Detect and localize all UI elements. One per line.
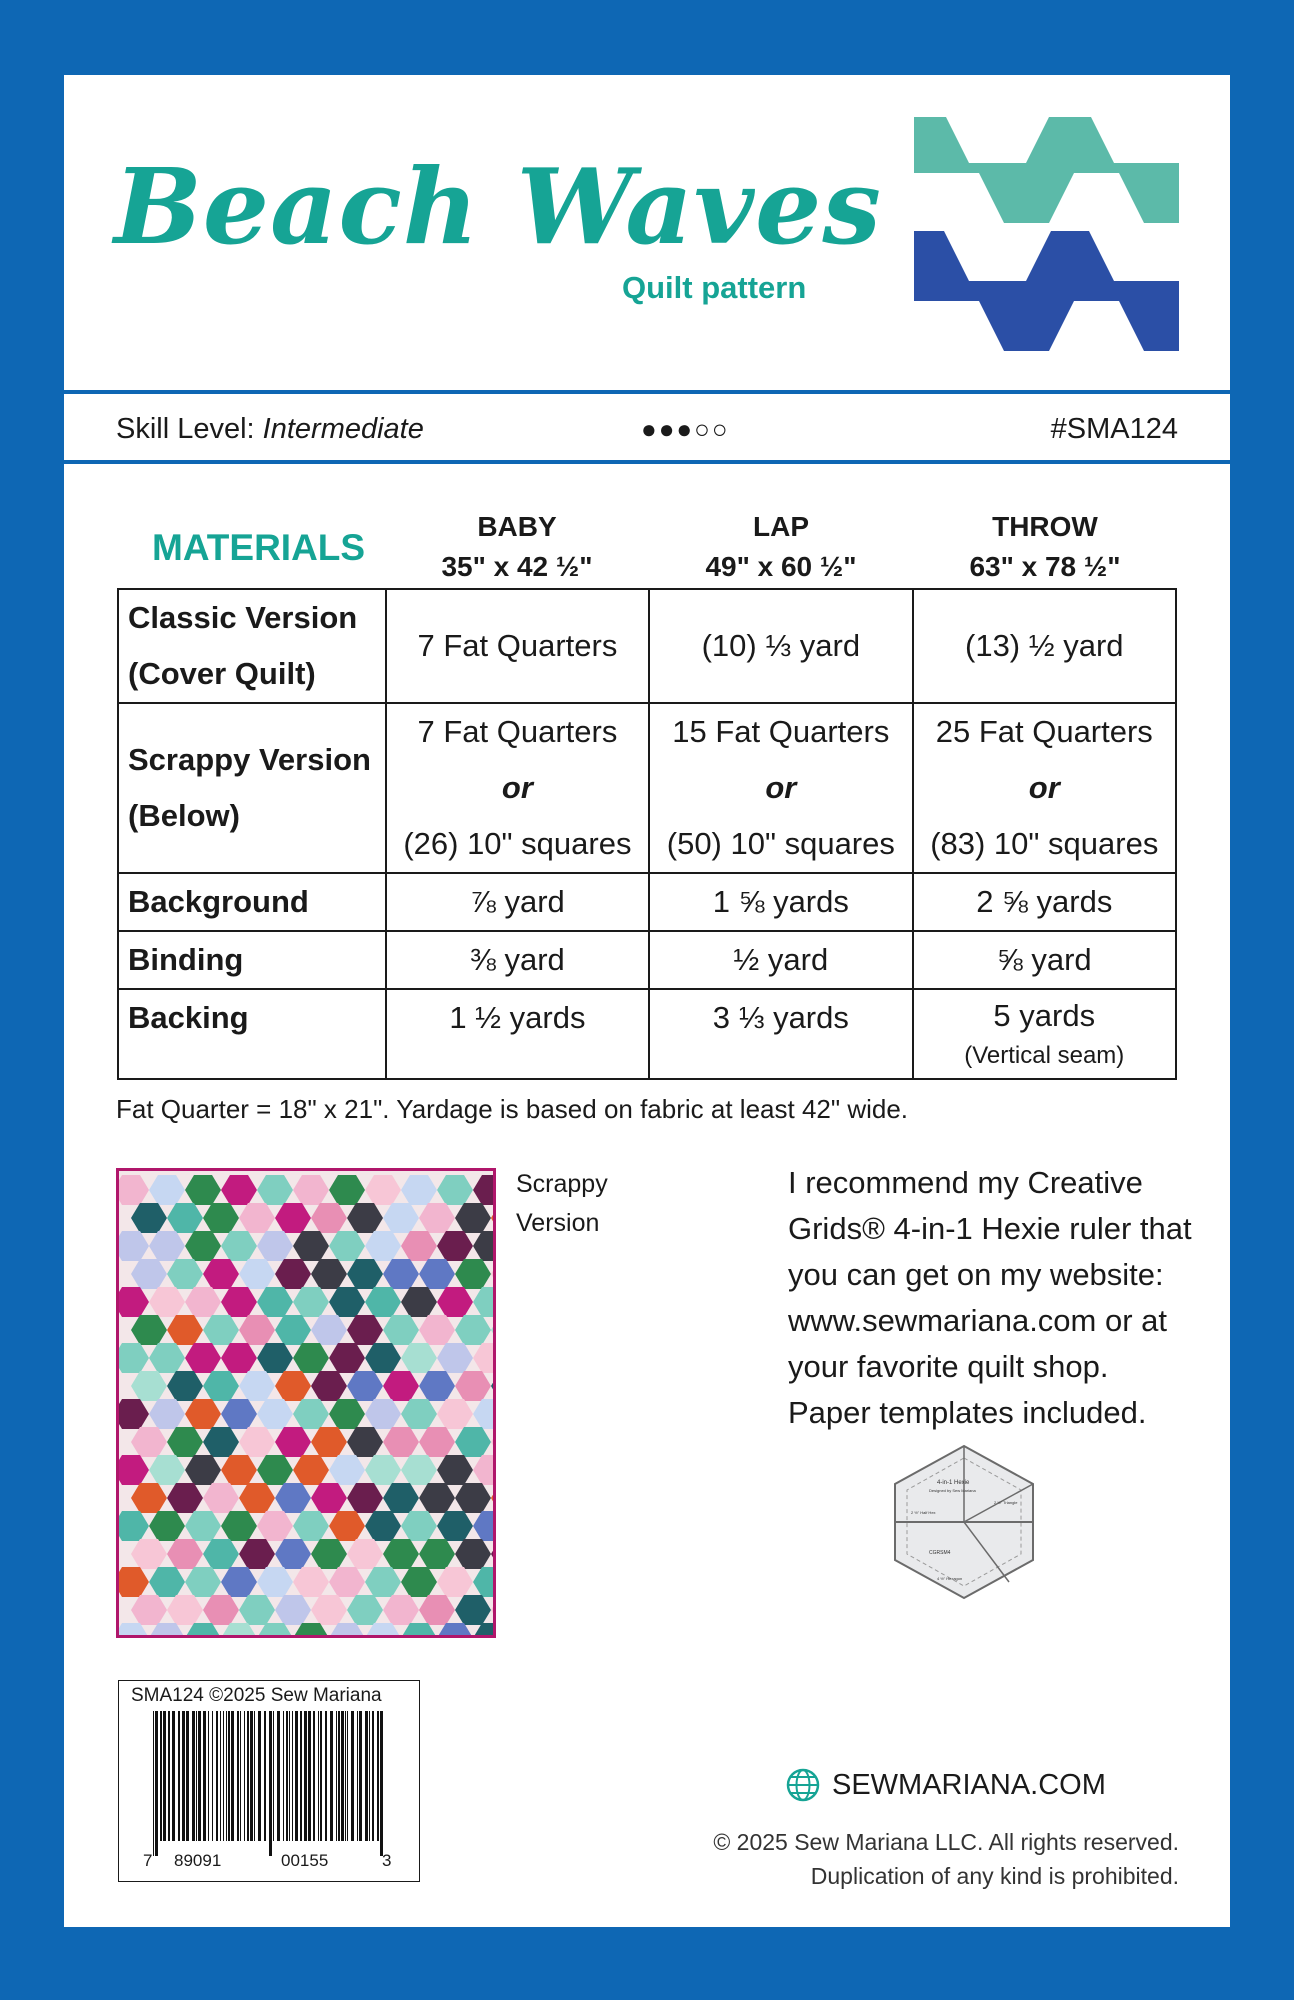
barcode-bar [320,1711,322,1841]
barcode-bar [318,1711,319,1841]
barcode-bar [186,1711,189,1841]
barcode-bar [226,1711,227,1841]
barcode-bar [283,1711,284,1841]
table-cell: 7 Fat Quarters [386,589,649,703]
barcode-bar [380,1711,383,1856]
barcode-bar [338,1711,340,1841]
divider-top [64,390,1230,394]
svg-text:Designed by Sew Mariana: Designed by Sew Mariana [929,1488,976,1493]
size-name: THROW [992,511,1098,542]
table-row [118,989,1176,1079]
barcode-bar [244,1711,245,1841]
barcode-bar [300,1711,302,1841]
barcode-bar [258,1711,261,1841]
barcode-bar [313,1711,315,1841]
fat-quarter-note: Fat Quarter = 18" x 21". Yardage is based on fabric at least 42" wide. [116,1094,909,1124]
size-dims: 49" x 60 ½" [705,551,857,582]
barcode-label [118,1680,420,1882]
barcode-bar [264,1711,266,1841]
barcode-bar [254,1711,255,1841]
table-cell: ⅞ yard [386,873,649,931]
size-dims: 63" x 78 ½" [969,551,1121,582]
website-text: SEWMARIANA.COM [832,1768,1106,1801]
wave-logo [914,117,1179,357]
svg-text:2 ½" Half Hex: 2 ½" Half Hex [911,1510,936,1515]
svg-text:4 ½" Hexagon: 4 ½" Hexagon [937,1576,963,1581]
barcode-bar [304,1711,307,1841]
barcode-bar [357,1711,358,1841]
barcode-bar [172,1711,175,1841]
table-row [118,703,1176,873]
barcode-bar [198,1711,201,1841]
barcode-bar [228,1711,230,1841]
barcode-bar [178,1711,180,1841]
barcode-bar [250,1711,253,1841]
barcode-digit: 89091 [174,1851,222,1870]
barcode-bar [168,1711,170,1841]
pattern-title: Beach Waves [114,145,882,268]
svg-text:CGRSM4: CGRSM4 [929,1550,951,1556]
size-name: BABY [477,511,557,542]
row-header: Binding [118,931,386,989]
barcode-bar [192,1711,195,1841]
barcode-bar [325,1711,327,1841]
materials-heading: MATERIALS [152,527,366,568]
size-dims: 35" x 42 ½" [441,551,593,582]
copyright-notice: © 2025 Sew Mariana LLC. All rights reserved. Duplication of any kind is prohibited. [713,1829,1179,1889]
table-row [118,873,1176,931]
row-header: Classic Version (Cover Quilt) [118,589,386,703]
table-cell: 1 ⅝ yards [649,873,912,931]
hexie-ruler-image [889,1442,1039,1602]
barcode-bar [341,1711,344,1841]
ruler-recommendation: I recommend my Creative Grids® 4-in-1 Hexie ruler that you can get on my website: www.sewmariana.com or at your favorite quilt shop. Paper templates included. [788,1165,1192,1430]
table-cell: 25 Fat Quarters or (83) 10" squares [913,703,1176,873]
skill-level-row [116,409,1178,449]
barcode-bar [237,1711,239,1841]
size-heading-lap [650,507,912,587]
barcode-bar [155,1711,158,1856]
barcode-bar [351,1711,354,1841]
size-heading-baby [386,507,648,587]
barcode-bar [153,1711,154,1856]
pattern-sku: #SMA124 [1050,413,1178,445]
barcode-bar [216,1711,218,1841]
skill-label: Skill Level: Intermediate [116,413,424,445]
barcode-bar [163,1711,166,1841]
blue-wave [914,231,1179,351]
website-link[interactable] [786,1768,1106,1802]
barcode-bar [369,1711,370,1841]
backing-note: (Vertical seam) [964,1042,1125,1069]
barcode-bar [231,1711,234,1841]
table-cell: 15 Fat Quarters or (50) 10" squares [649,703,912,873]
barcode-bar [160,1711,162,1841]
scrappy-version-label: Scrappy Version [516,1170,608,1237]
table-cell: ⅜ yard [386,931,649,989]
barcode-bar [269,1711,272,1856]
barcode-bar [182,1711,185,1841]
pattern-subtitle: Quilt pattern [622,270,807,305]
table-cell: (13) ½ yard [913,589,1176,703]
barcode-bar [295,1711,298,1841]
barcode-bar [308,1711,311,1841]
row-header: Backing [118,989,386,1079]
barcode-bar [330,1711,333,1841]
teal-wave [914,117,1179,223]
barcode-bar [289,1711,290,1841]
barcode-digit: 7 [143,1851,153,1870]
table-cell: 1 ½ yards [386,989,649,1079]
barcode-caption: SMA124 ©2025 Sew Mariana [131,1685,382,1706]
barcode-bar [247,1711,249,1841]
size-heading-throw [914,507,1176,587]
barcode-bar [365,1711,368,1841]
scrappy-quilt-image [116,1168,496,1638]
row-header: Background [118,873,386,931]
table-cell: (10) ⅓ yard [649,589,912,703]
barcode-bar [208,1711,209,1841]
size-name: LAP [753,511,809,542]
table-row [118,589,1176,703]
barcode-bar [273,1711,274,1841]
svg-text:2 ½" Triangle: 2 ½" Triangle [994,1500,1018,1505]
table-row [118,931,1176,989]
divider-bottom [64,460,1230,464]
barcode-bar [220,1711,221,1841]
table-cell: 2 ⅝ yards [913,873,1176,931]
barcode-bar [345,1711,346,1841]
table-cell: ½ yard [649,931,912,989]
table-cell: 7 Fat Quarters or (26) 10" squares [386,703,649,873]
globe-icon [786,1768,820,1802]
barcode-bar [223,1711,224,1841]
table-cell: 5 yards (Vertical seam) [913,989,1176,1079]
barcode-bar [286,1711,288,1841]
barcode-bar [292,1711,293,1841]
barcode-digit: 00155 [281,1851,329,1870]
barcode-bar [336,1711,337,1841]
barcode-bar [377,1711,379,1841]
barcode-bar [203,1711,206,1841]
table-cell: ⅝ yard [913,931,1176,989]
barcode-bars [123,1711,413,1856]
barcode-digit: 3 [382,1851,392,1870]
skill-dots: ●●●○○ [641,414,730,444]
materials-table [117,588,1177,1080]
barcode-bar [240,1711,241,1841]
table-cell: 3 ⅓ yards [649,989,912,1079]
pattern-back-cover [64,75,1230,1927]
svg-text:4-in-1 Hexie: 4-in-1 Hexie [937,1480,970,1486]
barcode-bar [277,1711,280,1841]
barcode-bar [359,1711,362,1841]
barcode-bar [196,1711,197,1841]
row-header: Scrappy Version (Below) [118,703,386,873]
skill-value: Intermediate [262,413,424,445]
barcode-bar [372,1711,374,1841]
barcode-bar [347,1711,348,1841]
barcode-bar [212,1711,213,1841]
